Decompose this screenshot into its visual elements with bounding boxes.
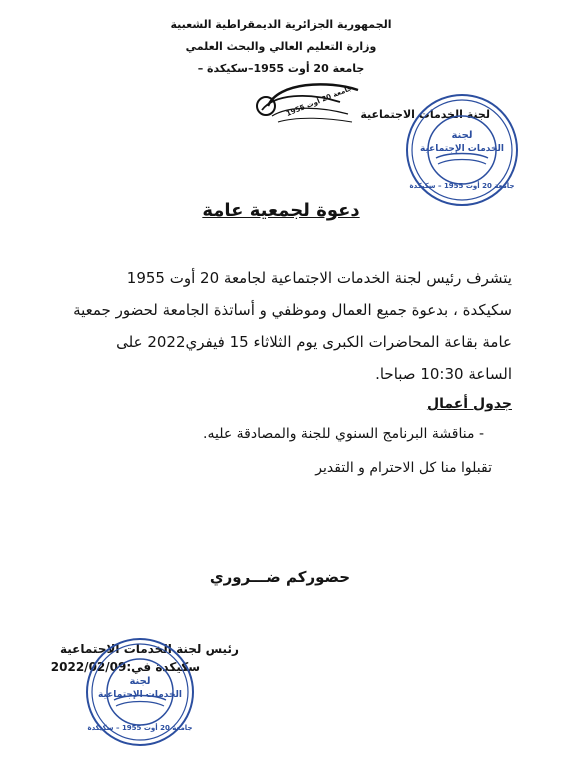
paragraph-line: الساعة 10:30 صباحا. (375, 365, 512, 383)
stamp-ring-text: جامعة 20 أوت 1955 – سكيكدة (87, 724, 193, 732)
official-stamp-top (404, 92, 520, 208)
stamp-center-top: لجنة (451, 130, 473, 141)
closing-line: تقبلوا منا كل الاحترام و التقدير (315, 460, 492, 476)
invitation-paragraph (52, 262, 512, 390)
paragraph-line: يتشرف رئيس لجنة الخدمات الاجتماعية لجامعة 20 أوت 1955 (126, 269, 512, 287)
logo-caption: جامعة 20 أوت 1955 (285, 84, 354, 118)
stamp-ring-text: جامعة 20 أوت 1955 – سكيكدة (409, 182, 515, 190)
stamp-center-bottom: الخدمات الإجتماعية (98, 690, 182, 700)
signature-date: سكيكدة في:2022/02/09 (50, 660, 200, 674)
paragraph-line: سكيكدة ، بدعوة جميع العمال وموظفي و أساتذة الجامعة لحضور جمعية (73, 301, 512, 319)
header-republic: الجمهورية الجزائرية الديمقراطية الشعبية (170, 18, 392, 31)
header-university: جامعة 20 أوت 1955–سكيكدة – (197, 62, 365, 75)
attendance-note: حضوركم ضـــروري (209, 568, 351, 586)
stamp-center-top: لجنة (129, 676, 151, 687)
agenda-title: جدول أعمال (426, 396, 512, 412)
official-stamp-bottom (84, 636, 196, 748)
agenda-item: - مناقشة البرنامج السنوي للجنة والمصادقة عليه. (203, 426, 484, 442)
paragraph-line: عامة بقاعة المحاضرات الكبرى يوم الثلاثاء 15 فيفري2022 على (116, 333, 512, 351)
document-title: دعوة لجمعية عامة (202, 200, 360, 221)
signature-title: رئيس لجنة الخدمات الاجتماعية (60, 642, 239, 656)
header-ministry: وزارة التعليم العالي والبحث العلمي (185, 40, 377, 53)
stamp-center-bottom: الخدمات الإجتماعية (420, 144, 504, 154)
committee-label: لجنة الخدمات الاجتماعية (360, 108, 490, 121)
